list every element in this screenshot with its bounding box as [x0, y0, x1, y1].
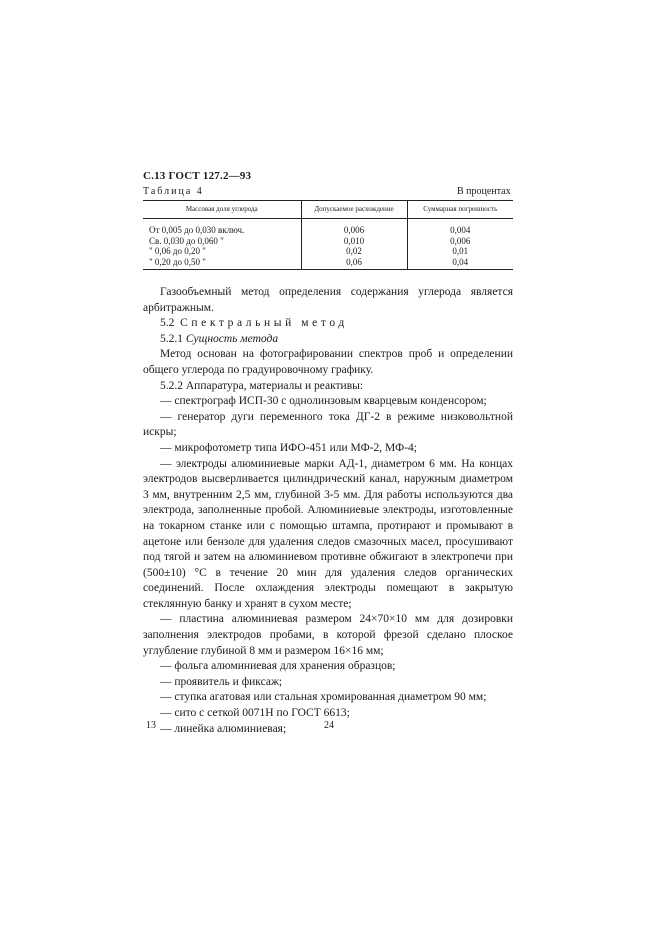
column-header: Суммарная погрешность	[407, 201, 513, 219]
table-cell: Св. 0,030 до 0,060 "	[149, 235, 224, 246]
list-item: — электроды алюминиевые марки АД-1, диаметром 6 мм. На концах электродов высверливается цилиндрический канал, наружным диаметром 3 мм, внутренним 2,5 мм, глубиной 3-5 мм. Для работы используются два электрода, заполненные пробой. Алюминиевые электроды, изготовленные на токарном станке или с помощью штампа, протирают и промывают в ацетоне или бензоле для удаления следов смазочных масел, просушивают под тягой и затем на алюминиевом противне обжигают в электропечи при (500±10) °С в течение 20 мин для удаления следов органических соединений. После охлаждения электроды помещают в закрытую стеклянную банку и хранят в сухом месте;	[143, 457, 513, 610]
list-item: — линейка алюминиевая;	[160, 722, 287, 735]
list-item: — пластина алюминиевая размером 24×70×10 мм для дозировки заполнения электродов пробами, в которой фрезой сделано плоское углубление глубиной 8 мм и размером 16×16 мм;	[143, 613, 513, 657]
list-item: — ступка агатовая или стальная хромированная диаметром 90 мм;	[160, 691, 487, 704]
table-cell: 0,010	[301, 236, 407, 247]
table-row	[143, 236, 513, 247]
table-cell: 0,006	[301, 219, 407, 236]
table-cell: 0,04	[407, 257, 513, 270]
table-row	[143, 246, 513, 257]
table-row	[143, 257, 513, 270]
table-cell: " 0,06 до 0,20 "	[149, 246, 206, 256]
table-cell: 0,004	[407, 219, 513, 236]
table-cell: 0,006	[407, 236, 513, 247]
table-row	[143, 219, 513, 236]
subsection-number: 5.2.1	[160, 332, 183, 345]
table-cell: 0,01	[407, 246, 513, 257]
column-header: Допускаемое расхождение	[301, 201, 407, 219]
section-heading	[143, 316, 513, 332]
page-number-left: 13	[146, 720, 156, 731]
body-text	[143, 285, 513, 737]
paragraph: Газообъемный метод определения содержания углерода является арбитражным.	[143, 286, 513, 314]
list-item: — генератор дуги переменного тока ДГ-2 в режиме низковольтной искры;	[143, 410, 513, 439]
list-item: — проявитель и фиксаж;	[160, 675, 283, 688]
list-item: — спектрограф ИСП-30 с однолинзовым кварцевым конденсором;	[160, 395, 487, 408]
table-cell: 0,02	[301, 246, 407, 257]
table-header-row	[143, 201, 513, 219]
subsection-heading	[143, 332, 513, 348]
section-title: Спектральный метод	[180, 317, 348, 330]
table-cell: " 0,20 до 0,50 "	[143, 257, 301, 270]
table-cell: От 0,005 до 0,030 включ.	[149, 225, 245, 235]
section-number: 5.2	[160, 317, 175, 330]
page-number-center: 24	[324, 720, 334, 731]
list-item: — микрофотометр типа ИФО-451 или МФ-2, МФ-4;	[160, 441, 417, 454]
list-item: — сито с сеткой 0071Н по ГОСТ 6613;	[160, 707, 350, 720]
table-unit: В процентах	[457, 186, 511, 197]
list-item: — фольга алюминиевая для хранения образцов;	[160, 660, 396, 673]
table-carbon-tolerances	[143, 200, 513, 270]
subsection-title: Сущность метода	[185, 332, 279, 345]
table-caption: Таблица 4	[143, 186, 204, 197]
column-header: Массовая доля углерода	[143, 201, 301, 219]
running-header: С.13 ГОСТ 127.2—93	[143, 170, 252, 182]
paragraph: Метод основан на фотографировании спектров проб и определении общего углерода по градуировочному графику.	[143, 348, 513, 376]
paragraph: 5.2.2 Аппаратура, материалы и реактивы:	[160, 379, 364, 392]
table-cell: 0,06	[301, 257, 407, 270]
